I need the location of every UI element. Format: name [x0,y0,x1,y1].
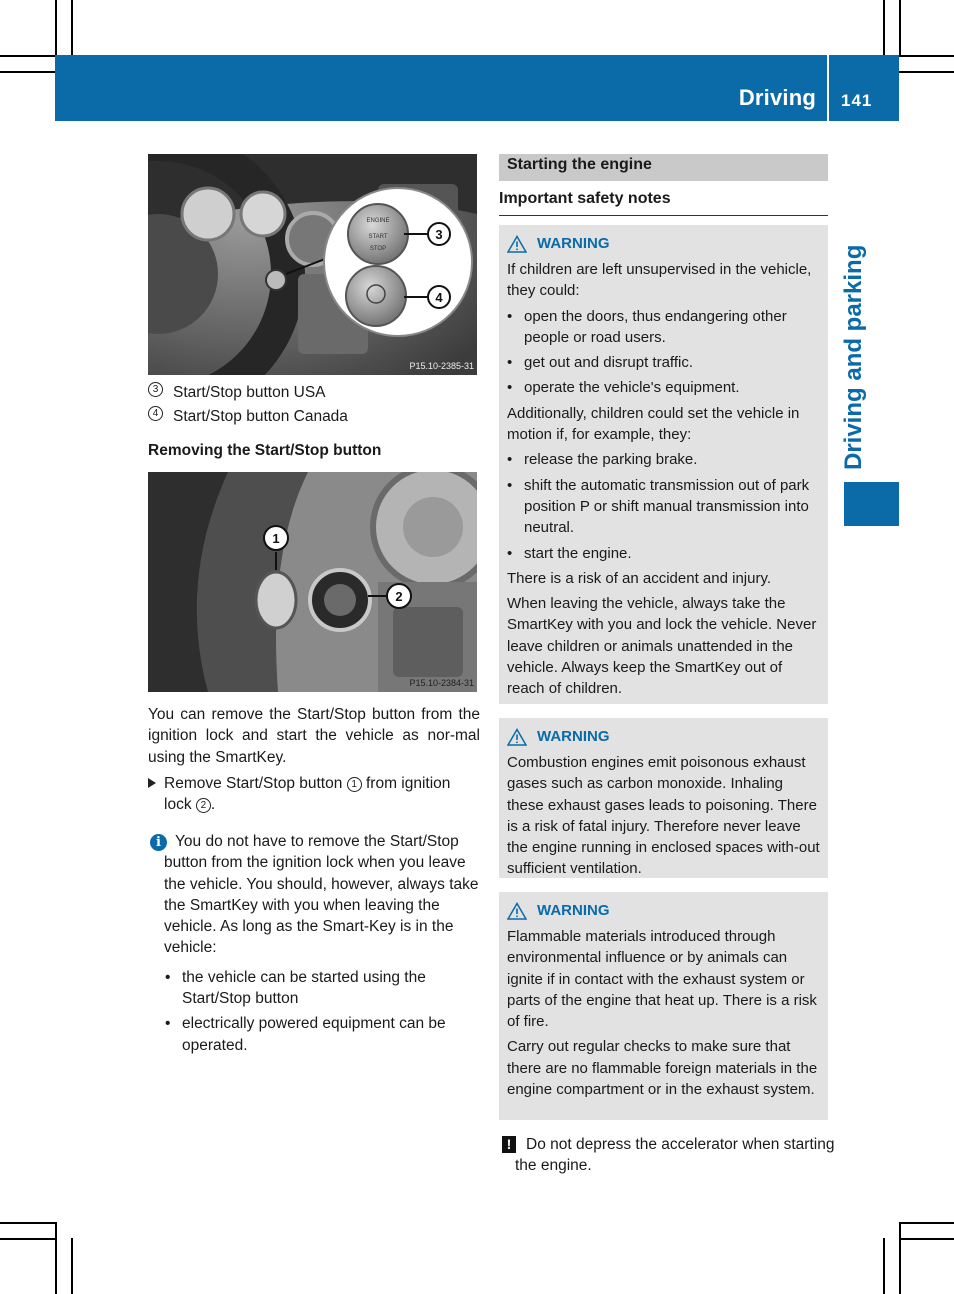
warning-triangle-icon [507,728,527,746]
crop-mark [899,0,901,55]
side-tab-block [844,482,899,526]
warning-text: Flammable materials introduced through environmental influence or by animals can ignite if in contact with the exhaust system or parts of the engine that heat up. There is a risk of fire. [507,928,817,1031]
figure-start-stop-button [148,154,477,375]
figure-code: P15.10-2385-31 [409,361,474,371]
crop-mark [883,0,885,55]
callout-3: 3 [435,227,443,242]
warning-label: WARNING [537,902,610,920]
info-note [164,831,480,1056]
warning-box [499,225,828,704]
warning-label: WARNING [537,728,610,746]
callout-2: 2 [395,589,403,604]
legend-text: Start/Stop button Canada [173,408,348,425]
legend-text: Start/Stop button USA [173,384,326,401]
warning-title [507,900,821,922]
legend-item [148,382,326,403]
callout-ref-2: 2 [196,798,211,813]
warning-text: Additionally, children could set the vehicle in motion if, for example, they: [507,404,800,444]
crop-mark [0,1238,55,1240]
legend-item [148,406,348,427]
warning-text: Combustion engines emit poisonous exhaust gases such as carbon monoxide. Inhaling these exhaust gases leads to poisoning. There is a risk of fatal injury. Therefore never leave the engine running in enclosed spaces with-out sufficient ventilation. [507,754,820,878]
crop-mark [899,1222,901,1294]
warning-bullet: • start the engine. [507,543,821,564]
section-title: Driving [738,85,816,110]
section-heading: Starting the engine [499,154,828,181]
exclamation-icon: ! [502,1136,516,1153]
side-tab-text: Driving and parking [840,244,867,470]
warning-text: If children are left unsupervised in the vehicle, they could: [507,261,812,300]
figure-ignition-lock [148,472,477,692]
info-icon: i [150,834,167,851]
removing-step [148,773,480,816]
legend-number: 3 [148,382,163,397]
crop-mark [899,1238,954,1240]
callout-1: 1 [272,531,280,546]
button-label-start: START [368,234,388,240]
page-number: 141 [841,91,873,110]
step-arrow-icon [148,778,156,788]
removing-intro: You can remove the Start/Stop button from the ignition lock and start the vehicle as nor-mal using the SmartKey. [148,706,480,766]
step-text: Remove Start/Stop button [164,775,343,792]
step-text: . [210,796,216,814]
crop-mark [899,1222,954,1224]
crop-mark [883,1238,885,1294]
crop-mark [55,1222,57,1294]
crop-mark [0,55,55,57]
warning-title [507,233,821,255]
info-bullet: • electrically powered equipment can be operated. [165,1013,480,1056]
warning-triangle-icon [507,902,527,920]
button-label-engine: ENGINE [366,218,390,224]
heading-removing: Removing the Start/Stop button [148,442,382,459]
warning-box [499,892,828,1120]
warning-text: There is a risk of an accident and injury. [507,569,772,587]
warning-triangle-icon [507,235,527,253]
page-header [55,55,899,121]
warning-bullet: • release the parking brake. [507,449,821,470]
warning-label: WARNING [537,235,610,253]
step-text: from ignition lock [164,775,451,814]
legend-number: 4 [148,406,163,421]
callout-ref-1: 1 [347,777,362,792]
callout-4: 4 [435,290,443,305]
warning-bullet: • shift the automatic transmission out of park position P or shift manual transmission into neutral. [507,475,821,539]
button-label-stop: STOP [369,246,387,252]
info-text: You do not have to remove the Start/Stop button from the ignition lock when you leave the vehicle. You should, however, always take the SmartKey with you when leaving the vehicle. As long as the Smart-Key is in the vehicle: [164,833,479,957]
crop-mark [899,71,954,73]
crop-mark [71,1238,73,1294]
info-bullet: • the vehicle can be started using the Start/Stop button [165,967,480,1010]
warning-text: Carry out regular checks to make sure that there are no flammable foreign materials in the engine compartment or in the exhaust system. [507,1038,818,1099]
subheading: Important safety notes [499,190,828,216]
warning-bullet: • open the doors, thus endangering other people or road users. [507,306,821,349]
warning-bullet: • operate the vehicle's equipment. [507,377,821,398]
warning-box [499,718,828,878]
header-divider [827,55,829,121]
crop-mark [899,55,954,57]
note-text: Do not depress the accelerator when starting the engine. [515,1136,835,1175]
crop-mark [0,71,55,73]
figure-code: P15.10-2384-31 [409,678,474,688]
crop-mark [55,0,57,55]
crop-mark [0,1222,55,1224]
warning-bullet: • get out and disrupt traffic. [507,352,821,373]
warning-text: When leaving the vehicle, always take the SmartKey with you and lock the vehicle. Never leave children or animals unattended in the vehicle. Always keep the SmartKey out of reach of children. [507,595,817,698]
crop-mark [71,0,73,55]
warning-title [507,726,821,748]
